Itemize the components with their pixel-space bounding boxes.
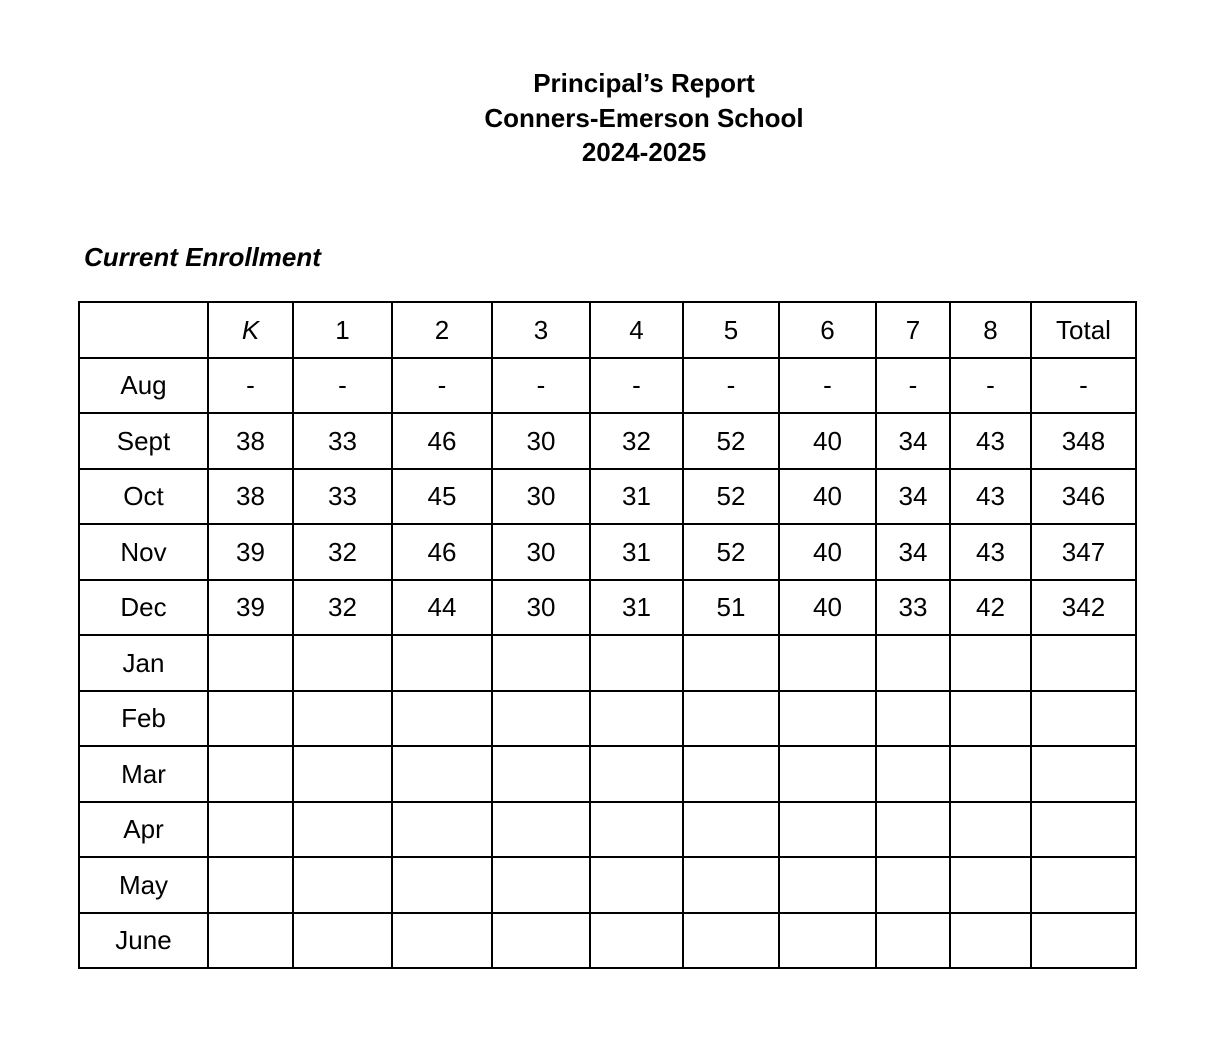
enrollment-cell: 46 [392,524,492,580]
school-year: 2024-2025 [581,137,707,167]
enrollment-cell [590,913,683,969]
enrollment-cell: 40 [779,524,876,580]
enrollment-cell [683,635,779,691]
enrollment-cell [1031,691,1136,747]
corner-cell [79,302,208,358]
enrollment-cell [590,857,683,913]
enrollment-cell: - [392,358,492,414]
enrollment-cell [392,746,492,802]
month-label: Jan [79,635,208,691]
column-header: 8 [950,302,1031,358]
enrollment-cell: - [683,358,779,414]
enrollment-cell: 30 [492,580,590,636]
enrollment-cell: 33 [293,413,392,469]
enrollment-cell [683,857,779,913]
enrollment-cell: 31 [590,524,683,580]
enrollment-cell [1031,913,1136,969]
enrollment-cell [208,635,293,691]
enrollment-cell: 31 [590,580,683,636]
enrollment-cell [950,746,1031,802]
enrollment-cell: 33 [293,469,392,525]
enrollment-cell: 39 [208,580,293,636]
enrollment-cell [590,635,683,691]
month-label: Sept [79,413,208,469]
enrollment-cell [492,691,590,747]
enrollment-cell [683,802,779,858]
month-label: Oct [79,469,208,525]
table-row [79,469,1136,525]
enrollment-cell: 347 [1031,524,1136,580]
enrollment-cell: - [590,358,683,414]
enrollment-cell: - [950,358,1031,414]
enrollment-cell [492,802,590,858]
enrollment-cell: 44 [392,580,492,636]
enrollment-cell: 43 [950,469,1031,525]
column-header: 6 [779,302,876,358]
enrollment-cell: 30 [492,413,590,469]
enrollment-cell: 31 [590,469,683,525]
enrollment-cell [492,635,590,691]
enrollment-cell [590,746,683,802]
table-row [79,413,1136,469]
enrollment-cell [392,913,492,969]
enrollment-cell [779,746,876,802]
enrollment-cell: 52 [683,469,779,525]
enrollment-cell [876,691,950,747]
column-header: 5 [683,302,779,358]
enrollment-cell [293,746,392,802]
enrollment-cell [876,746,950,802]
enrollment-cell [392,802,492,858]
month-label: Nov [79,524,208,580]
table-row [79,580,1136,636]
enrollment-cell: - [492,358,590,414]
school-name: Conners-Emerson School [484,102,804,133]
table-row [79,857,1136,913]
column-header: 2 [392,302,492,358]
enrollment-cell [293,802,392,858]
column-header: 4 [590,302,683,358]
enrollment-cell: 43 [950,413,1031,469]
header-row [79,302,1136,358]
enrollment-cell: 51 [683,580,779,636]
enrollment-cell: 34 [876,413,950,469]
enrollment-cell [1031,857,1136,913]
table-row [79,358,1136,414]
enrollment-table [78,301,1137,969]
enrollment-cell [683,913,779,969]
table-row [79,746,1136,802]
enrollment-cell: 34 [876,469,950,525]
enrollment-cell: 32 [293,524,392,580]
enrollment-cell: - [208,358,293,414]
enrollment-cell [293,857,392,913]
enrollment-cell: 342 [1031,580,1136,636]
table-row [79,802,1136,858]
enrollment-cell: - [293,358,392,414]
enrollment-cell [683,691,779,747]
month-label: Apr [79,802,208,858]
enrollment-cell: 43 [950,524,1031,580]
column-header: 7 [876,302,950,358]
section-title: Current Enrollment [84,242,321,272]
enrollment-cell: 40 [779,580,876,636]
report-header [444,66,844,170]
enrollment-cell [779,802,876,858]
column-header: 1 [293,302,392,358]
enrollment-cell: 30 [492,469,590,525]
month-label: Aug [79,358,208,414]
enrollment-cell [208,802,293,858]
enrollment-cell [950,802,1031,858]
enrollment-cell [950,913,1031,969]
month-label: Mar [79,746,208,802]
table-row [79,524,1136,580]
enrollment-cell [208,691,293,747]
enrollment-cell [392,635,492,691]
enrollment-cell [293,635,392,691]
enrollment-cell: 32 [293,580,392,636]
enrollment-cell [392,857,492,913]
enrollment-cell [876,802,950,858]
enrollment-cell: 346 [1031,469,1136,525]
table-row [79,691,1136,747]
table-row [79,635,1136,691]
table-row [79,913,1136,969]
enrollment-cell [293,913,392,969]
enrollment-cell: 38 [208,413,293,469]
enrollment-cell [492,857,590,913]
enrollment-cell: 34 [876,524,950,580]
month-label: May [79,857,208,913]
enrollment-cell [392,691,492,747]
enrollment-cell: 45 [392,469,492,525]
enrollment-cell: 46 [392,413,492,469]
month-label: Feb [79,691,208,747]
enrollment-cell [208,746,293,802]
enrollment-cell [779,913,876,969]
enrollment-cell [876,913,950,969]
enrollment-cell [1031,802,1136,858]
enrollment-cell [590,802,683,858]
enrollment-cell [683,746,779,802]
report-title: Principal’s Report [533,68,755,98]
enrollment-cell: 52 [683,524,779,580]
enrollment-cell [950,635,1031,691]
enrollment-cell: 42 [950,580,1031,636]
enrollment-cell [1031,635,1136,691]
enrollment-cell [208,857,293,913]
enrollment-cell [876,635,950,691]
enrollment-cell [293,691,392,747]
column-header: Total [1031,302,1136,358]
month-label: Dec [79,580,208,636]
enrollment-cell [779,691,876,747]
enrollment-cell: 40 [779,469,876,525]
enrollment-cell [950,857,1031,913]
enrollment-cell: - [779,358,876,414]
enrollment-cell [950,691,1031,747]
enrollment-cell [208,913,293,969]
enrollment-cell: 40 [779,413,876,469]
enrollment-cell [492,746,590,802]
column-header: K [208,302,293,358]
enrollment-cell [779,857,876,913]
enrollment-cell: 30 [492,524,590,580]
enrollment-cell: - [876,358,950,414]
enrollment-cell [492,913,590,969]
month-label: June [79,913,208,969]
enrollment-cell [590,691,683,747]
column-header: 3 [492,302,590,358]
enrollment-cell: 39 [208,524,293,580]
enrollment-cell: 348 [1031,413,1136,469]
enrollment-cell: 33 [876,580,950,636]
enrollment-cell: 32 [590,413,683,469]
enrollment-cell [1031,746,1136,802]
enrollment-cell [779,635,876,691]
enrollment-cell: 38 [208,469,293,525]
enrollment-cell [876,857,950,913]
enrollment-cell: 52 [683,413,779,469]
enrollment-cell: - [1031,358,1136,414]
